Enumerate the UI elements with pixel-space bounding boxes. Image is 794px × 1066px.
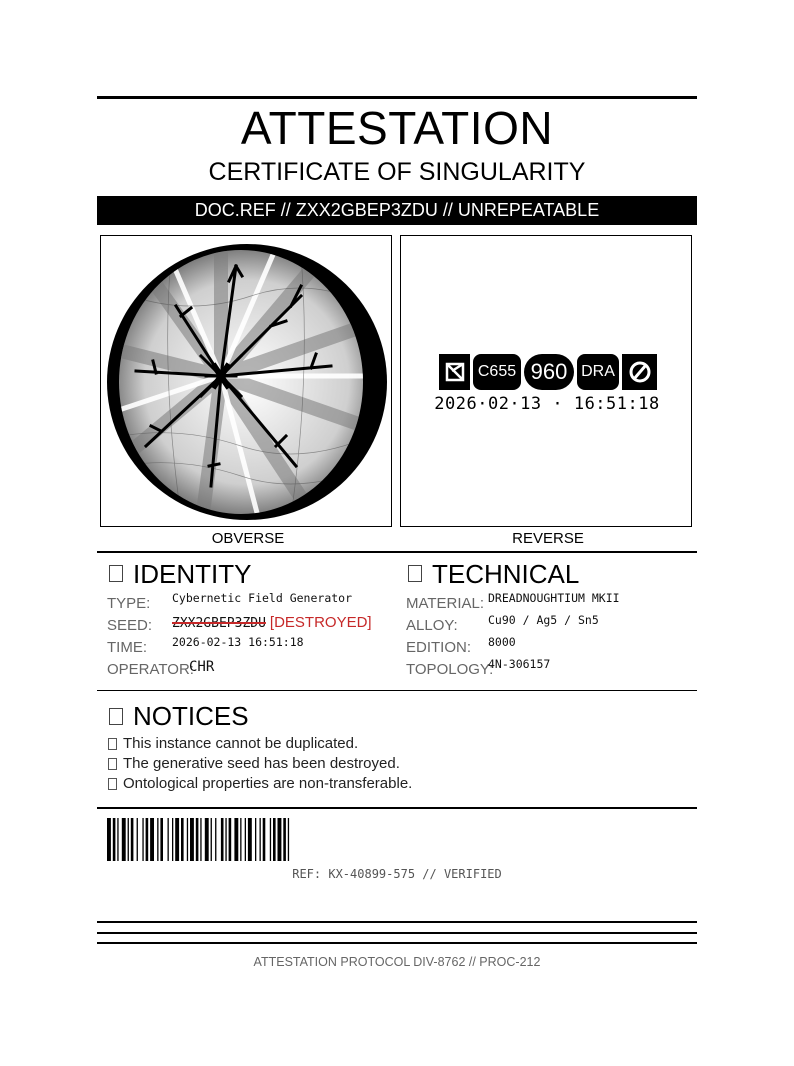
operator-label: OPERATOR: — [107, 660, 194, 678]
reverse-badges — [439, 354, 657, 390]
topology-row — [406, 657, 696, 679]
alloy-value: Cu90 / Ag5 / Sn5 — [488, 612, 599, 627]
barcode-ref: REF: KX-40899-575 // VERIFIED — [292, 866, 502, 881]
type-row — [107, 591, 397, 613]
obverse-panel — [100, 235, 392, 527]
badge-c655: C655 — [473, 354, 521, 390]
certificate — [97, 96, 697, 969]
footer-rule — [97, 942, 697, 944]
medallion-face — [101, 236, 392, 527]
doc-ref-bar: DOC.REF // ZXX2GBEP3ZDU // UNREPEATABLE — [97, 196, 697, 225]
type-value: Cybernetic Field Generator — [172, 590, 353, 605]
page-subtitle: CERTIFICATE OF SINGULARITY — [208, 158, 586, 186]
notices-section — [97, 691, 697, 807]
alloy-row — [406, 613, 696, 635]
reverse-panel — [400, 235, 692, 527]
footer-rule — [97, 932, 697, 934]
edition-value: 8000 — [488, 634, 516, 649]
seed-status: [DESTROYED] — [269, 613, 372, 631]
notice-item: Ontological properties are non-transferable. — [108, 775, 412, 792]
footer-rule — [97, 921, 697, 923]
seed-row — [107, 613, 397, 635]
identity-heading: IDENTITY — [133, 558, 252, 589]
badge-dra: DRA — [577, 354, 619, 390]
badge-960: 960 — [524, 354, 574, 390]
obverse-medallion — [101, 236, 392, 527]
topology-value: 4N-306157 — [488, 656, 551, 671]
material-value: DREADNOUGHTIUM MKII — [488, 590, 620, 605]
operator-row — [107, 657, 397, 679]
identity-block — [107, 559, 397, 679]
notices-box-icon — [109, 708, 123, 725]
edition-row — [406, 635, 696, 657]
time-label: TIME: — [107, 638, 147, 656]
top-rule — [97, 96, 697, 99]
notice-item: The generative seed has been destroyed. — [108, 755, 400, 772]
technical-box-icon — [408, 565, 422, 582]
type-label: TYPE: — [107, 594, 151, 612]
material-row — [406, 591, 696, 613]
topology-label: TOPOLOGY: — [406, 660, 494, 678]
reverse-timestamp: 2026·02·13 · 16:51:18 — [434, 394, 660, 414]
edition-label: EDITION: — [406, 638, 472, 656]
footer-protocol: ATTESTATION PROTOCOL DIV-8762 // PROC-212 — [253, 955, 541, 969]
notice-item: This instance cannot be duplicated. — [108, 735, 358, 752]
info-section — [97, 553, 697, 690]
seed-value: ZXX2GBEP3ZDU — [172, 615, 266, 631]
image-panels — [97, 225, 697, 555]
time-value: 2026-02-13 16:51:18 — [172, 634, 304, 649]
obverse-caption: OBVERSE — [211, 530, 285, 547]
seed-label: SEED: — [107, 616, 153, 634]
reverse-caption: REVERSE — [512, 530, 584, 547]
notice-box-icon — [108, 778, 117, 790]
identity-box-icon — [109, 565, 123, 582]
notice-box-icon — [108, 758, 117, 770]
technical-block — [406, 559, 696, 679]
technical-heading: TECHNICAL — [432, 558, 580, 589]
crossed-square-icon — [439, 354, 470, 390]
notice-box-icon — [108, 738, 117, 750]
barcode-graphic — [107, 818, 341, 861]
time-row — [107, 635, 397, 657]
notices-heading: NOTICES — [133, 701, 249, 731]
alloy-label: ALLOY: — [406, 616, 458, 634]
slashed-circle-icon — [622, 354, 657, 390]
operator-value: CHR — [189, 658, 215, 675]
material-label: MATERIAL: — [406, 594, 485, 612]
barcode-section — [97, 809, 697, 919]
page-title: ATTESTATION — [240, 102, 554, 154]
